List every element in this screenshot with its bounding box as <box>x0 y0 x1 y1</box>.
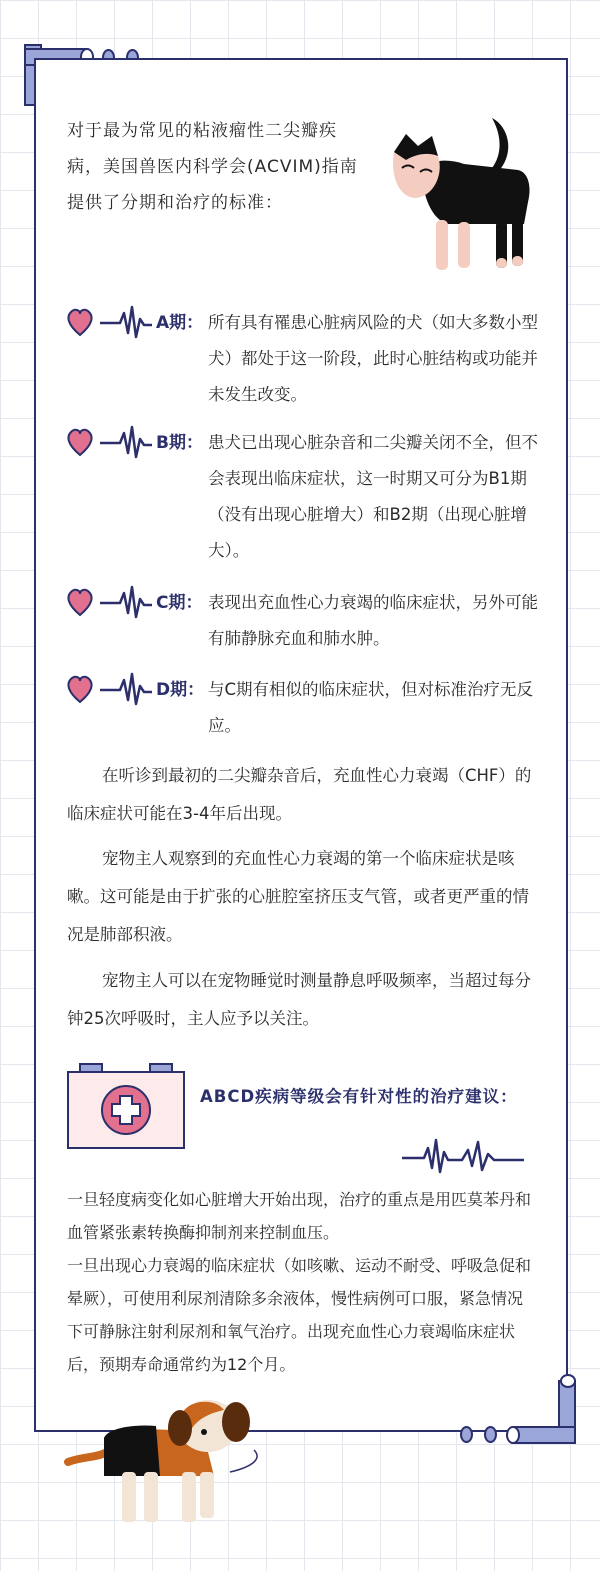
stage-b-label: B期： <box>156 433 203 453</box>
heartbeat-line-icon <box>100 307 152 337</box>
heartbeat-line-icon <box>100 427 152 457</box>
bottom-dot-1 <box>460 1426 473 1443</box>
intro-text: 对于最为常见的粘液瘤性二尖瓣疾病，美国兽医内科学会(ACVIM)指南提供了分期和治疗的标准： <box>67 121 358 213</box>
stage-d <box>66 672 546 747</box>
heart-icon <box>68 677 91 702</box>
stage-a <box>66 305 546 415</box>
paragraph-breathing-rate: 宠物主人可以在宠物睡觉时测量静息呼吸频率，当超过每分钟25次呼吸时，主人应予以关注。 <box>67 971 531 1028</box>
stage-a-label: A期： <box>156 313 204 333</box>
heartbeat-line-icon <box>100 674 152 704</box>
stage-c-label: C期： <box>156 593 203 613</box>
heartbeat-line-icon <box>100 587 152 617</box>
bottom-right-pipe-horizontal <box>514 1426 576 1444</box>
advice-item-mild: 一旦轻度病变化如心脏增大开始出现，治疗的重点是用匹莫苯丹和血管紧张素转换酶抑制剂来控制血压。 <box>67 1190 532 1242</box>
advice-title: ABCD疾病等级会有针对性的治疗建议： <box>200 1087 518 1106</box>
stage-a-text: 所有具有罹患心脏病风险的犬（如大多数小型犬）都处于这一阶段，此时心脏结构或功能并未发生改变。 <box>208 313 538 404</box>
paragraph-cough-symptom: 宠物主人观察到的充血性心力衰竭的第一个临床症状是咳嗽。这可能是由于扩张的心脏腔室挤压支气管，或者更严重的情况是肺部积液。 <box>67 849 529 944</box>
advice-item-heart-failure: 一旦出现心力衰竭的临床症状（如咳嗽、运动不耐受、呼吸急促和晕厥），可使用利尿剂清除多余液体，慢性病例可口服，紧急情况下可静脉注射利尿剂和氧气治疗。出现充血性心力衰竭临床症状后，预期寿命通常约为12个月。 <box>67 1256 532 1374</box>
paragraph-chf-onset: 在听诊到最初的二尖瓣杂音后，充血性心力衰竭（CHF）的临床症状可能在3-4年后出现。 <box>67 766 532 823</box>
heart-icon <box>68 430 91 455</box>
dog-illustration <box>64 1398 274 1532</box>
stage-d-text: 与C期有相似的临床症状，但对标准治疗无反应。 <box>208 680 534 735</box>
first-aid-kit-icon <box>66 1062 186 1152</box>
heart-icon <box>68 310 91 335</box>
stage-c <box>66 585 546 660</box>
stage-c-text: 表现出充血性心力衰竭的临床症状，另外可能有肺静脉充血和肺水肿。 <box>208 593 538 648</box>
bottom-right-pipe-cap <box>506 1426 520 1444</box>
stage-b-text: 患犬已出现心脏杂音和二尖瓣关闭不全，但不会表现出临床症状，这一时期又可分为B1期（没有出现心脏增大）和B2期（出现心脏增大）。 <box>208 433 538 560</box>
cat-illustration <box>388 112 538 274</box>
heart-icon <box>68 590 91 615</box>
stage-b <box>66 425 546 575</box>
bottom-dot-2 <box>484 1426 497 1443</box>
heartbeat-line-icon <box>402 1136 524 1176</box>
bottom-right-pipe-top-cap <box>560 1374 576 1388</box>
stage-d-label: D期： <box>156 680 205 700</box>
